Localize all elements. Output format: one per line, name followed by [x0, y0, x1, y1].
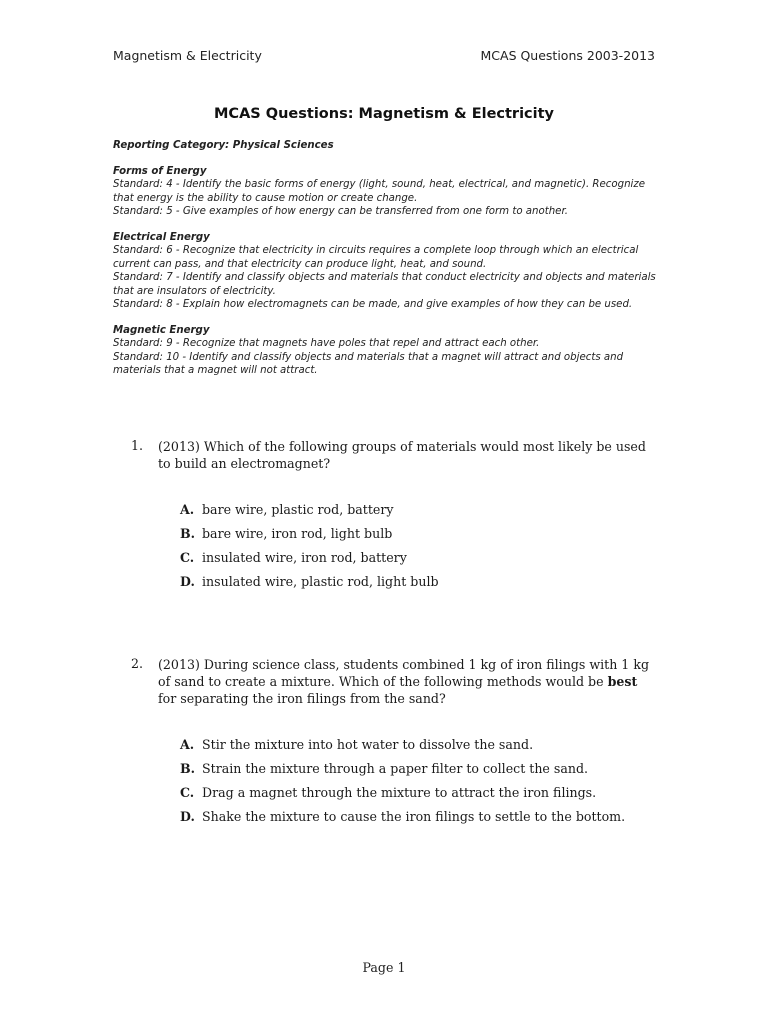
answer-choice	[180, 522, 651, 546]
choice-text: bare wire, iron rod, light bulb	[202, 526, 393, 541]
answer-choices	[158, 498, 651, 594]
answer-choice	[180, 781, 651, 805]
answer-choices	[158, 733, 651, 829]
choice-letter: C.	[180, 785, 195, 800]
choice-text: bare wire, plastic rod, battery	[202, 502, 394, 517]
standard-item: Standard: 8 - Explain how electromagnets can be made, and give examples of how they can be used.	[113, 299, 633, 310]
question-text-part: (2013) During science class, students combined 1 kg of iron filings with 1 kg of sand to create a mixture. Which of the following methods would be	[158, 657, 650, 689]
question-text	[158, 656, 651, 707]
choice-letter: C.	[180, 550, 195, 565]
choice-letter: A.	[180, 737, 195, 752]
reporting-category: Reporting Category: Physical Sciences	[113, 140, 334, 151]
page-header	[113, 48, 655, 63]
question-text: (2013) Which of the following groups of materials would most likely be used to build an electromagnet?	[158, 439, 646, 471]
question-2	[131, 656, 651, 829]
answer-choice	[180, 805, 651, 829]
choice-text: Strain the mixture through a paper filter to collect the sand.	[202, 761, 589, 776]
standard-item: Standard: 4 - Identify the basic forms of energy (light, sound, heat, electrical, and magnetic). Recognize that energy is the ability to cause motion or create change.	[113, 179, 645, 204]
question-number: 1.	[131, 438, 144, 453]
header-left: Magnetism & Electricity	[113, 48, 262, 63]
question-text-part: for separating the iron filings from the sand?	[158, 691, 446, 706]
group-heading: Forms of Energy	[113, 165, 207, 177]
header-right: MCAS Questions 2003-2013	[480, 48, 655, 63]
choice-letter: B.	[180, 761, 196, 776]
choice-letter: B.	[180, 526, 196, 541]
question-emphasis: best	[607, 674, 638, 689]
question-number: 2.	[131, 656, 144, 671]
questions-section	[131, 438, 651, 829]
standards-group-electrical	[113, 231, 658, 312]
standards-section	[113, 139, 658, 390]
choice-letter: A.	[180, 502, 195, 517]
answer-choice	[180, 570, 651, 594]
standard-item: Standard: 5 - Give examples of how energy can be transferred from one form to another.	[113, 206, 568, 217]
answer-choice	[180, 546, 651, 570]
choice-letter: D.	[180, 809, 195, 824]
choice-text: insulated wire, plastic rod, light bulb	[202, 574, 439, 589]
answer-choice	[180, 757, 651, 781]
group-heading: Magnetic Energy	[113, 324, 210, 336]
standard-item: Standard: 6 - Recognize that electricity in circuits requires a complete loop through which an electrical current can pass, and that electricity can produce light, heat, and sound.	[113, 245, 639, 270]
choice-letter: D.	[180, 574, 195, 589]
page-title: MCAS Questions: Magnetism & Electricity	[214, 106, 554, 122]
standard-item: Standard: 9 - Recognize that magnets have poles that repel and attract each other.	[113, 338, 540, 349]
group-heading: Electrical Energy	[113, 231, 210, 243]
choice-text: Stir the mixture into hot water to dissolve the sand.	[202, 737, 534, 752]
standard-item: Standard: 7 - Identify and classify objects and materials that conduct electricity and objects and materials that are insulators of electricity.	[113, 272, 656, 297]
answer-choice	[180, 498, 651, 522]
page-number: Page 1	[362, 960, 406, 975]
question-1	[131, 438, 651, 594]
choice-text: insulated wire, iron rod, battery	[202, 550, 407, 565]
standards-group-magnetic	[113, 324, 658, 378]
answer-choice	[180, 733, 651, 757]
standards-group-forms	[113, 165, 658, 219]
choice-text: Drag a magnet through the mixture to attract the iron filings.	[202, 785, 597, 800]
standard-item: Standard: 10 - Identify and classify objects and materials that a magnet will attract and objects and materials that a magnet will not attract.	[113, 351, 624, 376]
choice-text: Shake the mixture to cause the iron filings to settle to the bottom.	[202, 809, 626, 824]
